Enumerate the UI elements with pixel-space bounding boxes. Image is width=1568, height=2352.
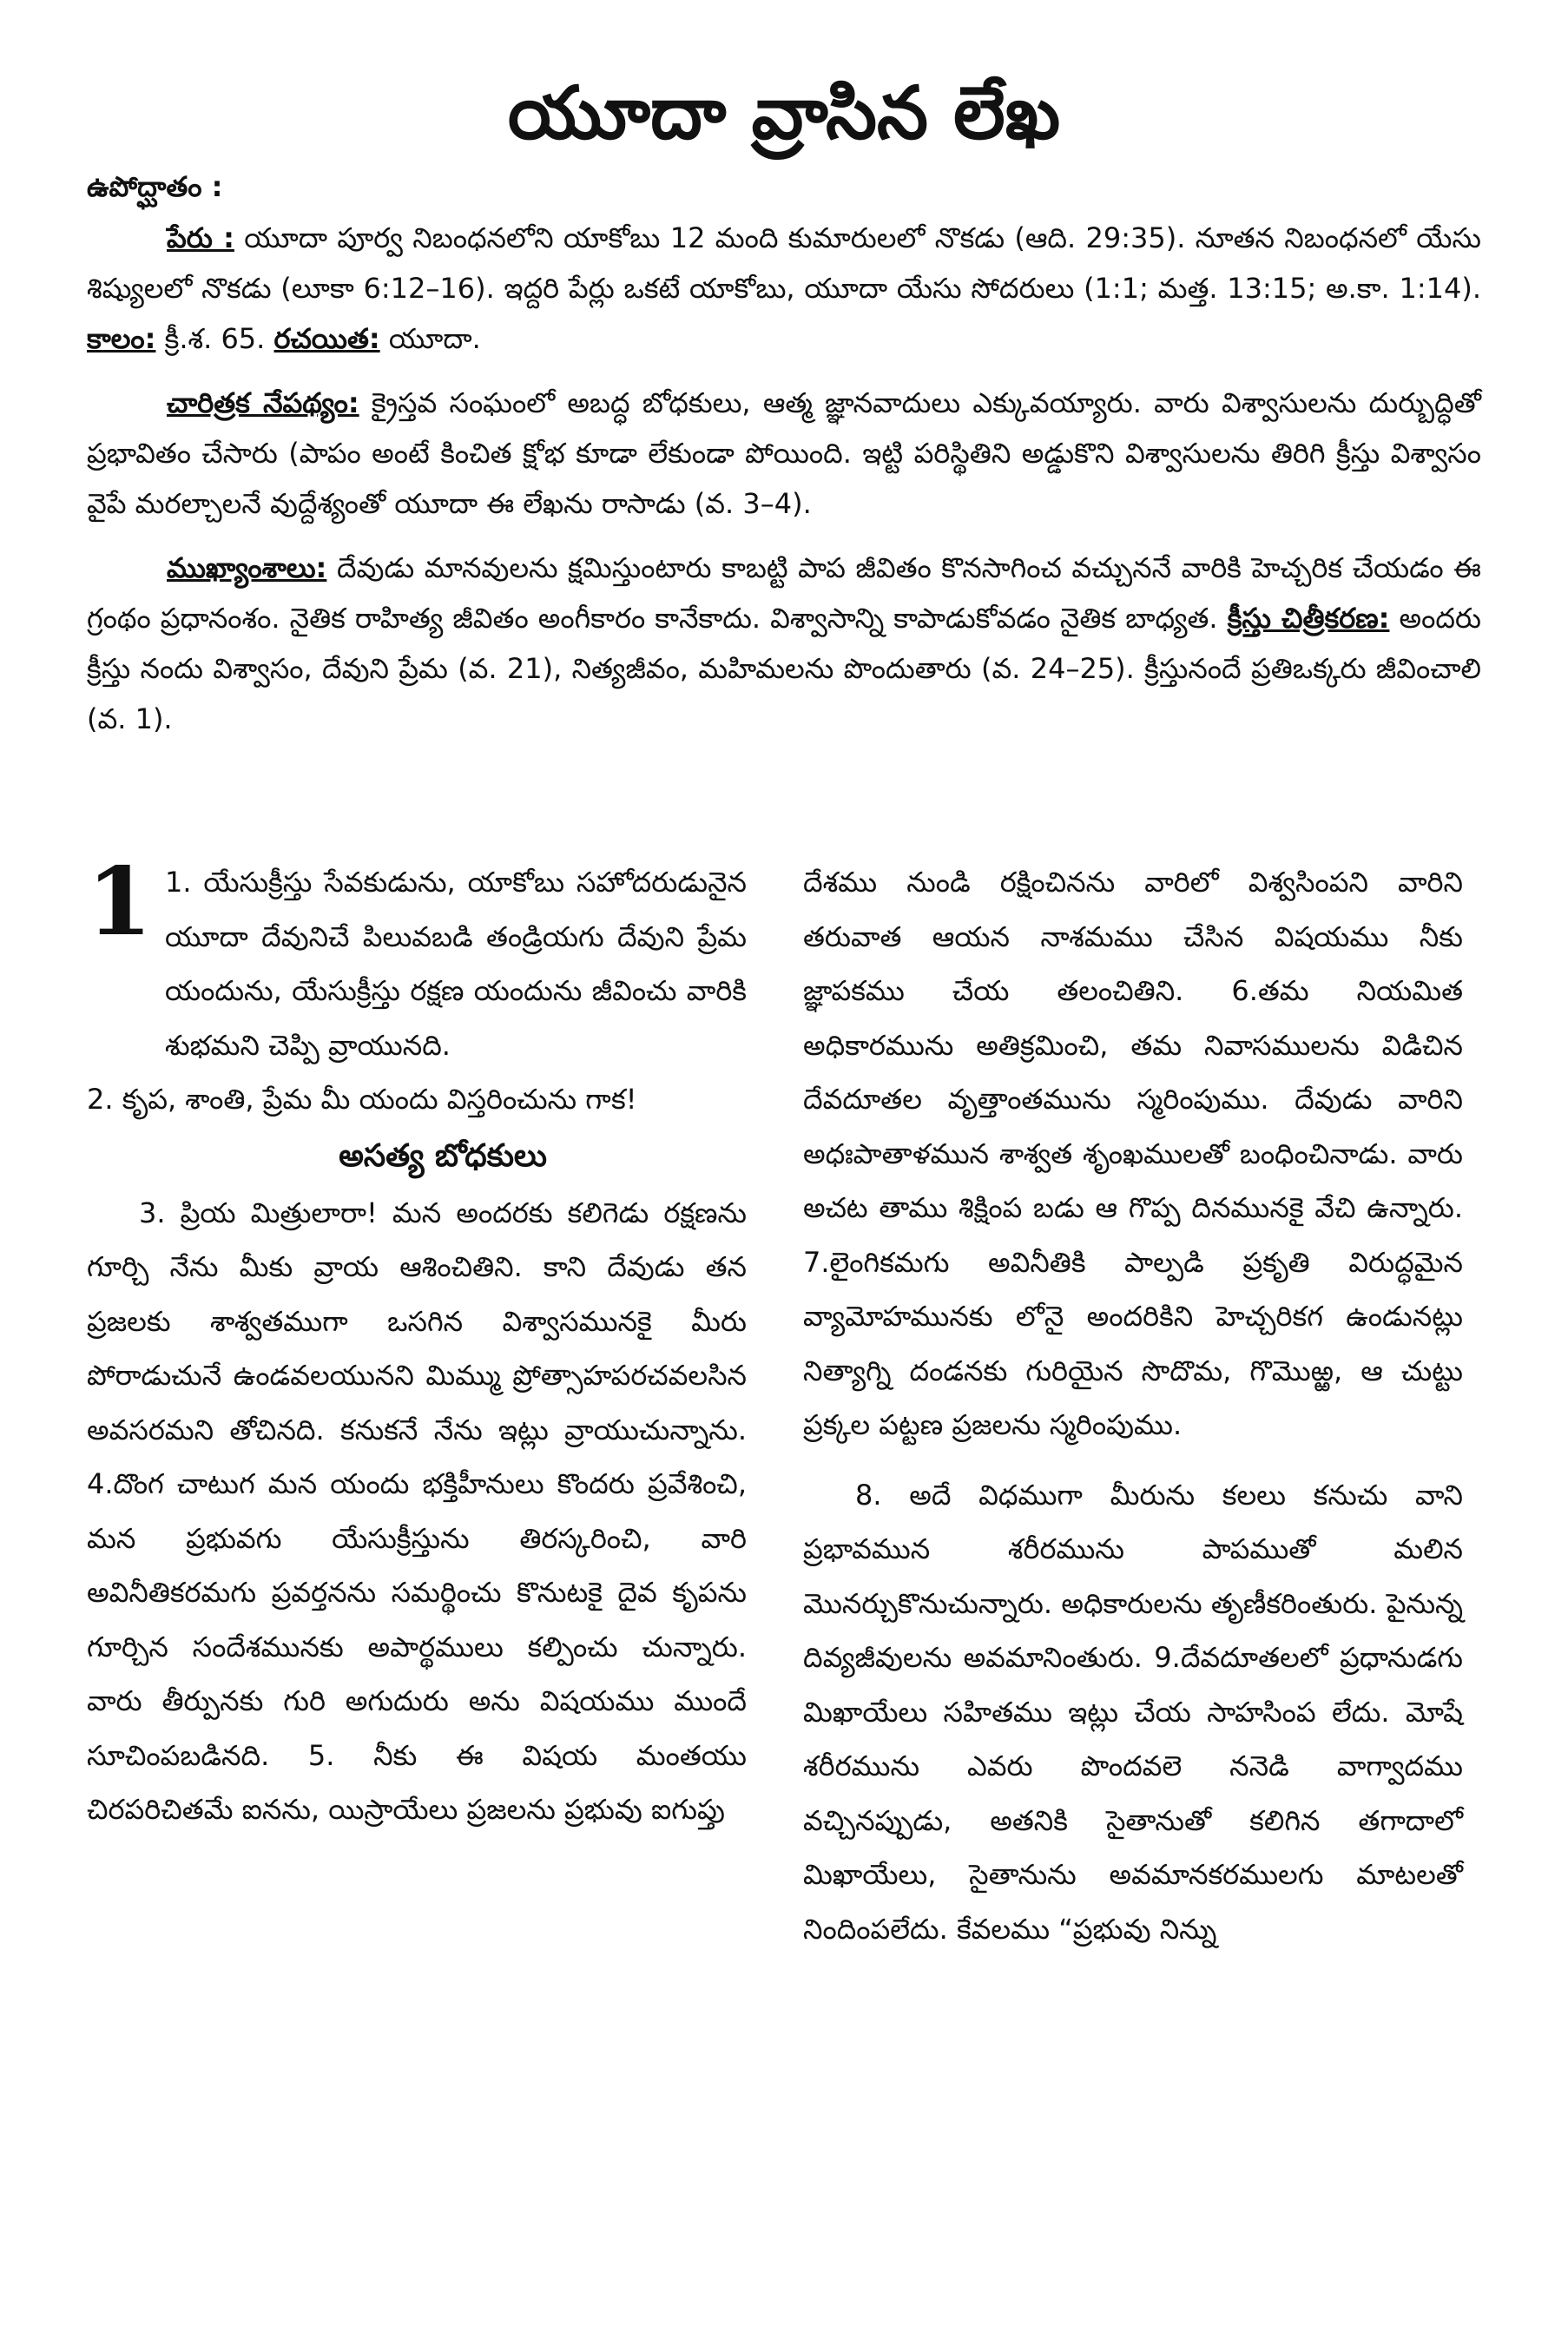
date-label: కాలం: bbox=[87, 322, 156, 355]
intro-themes-paragraph bbox=[87, 543, 1481, 744]
intro-background-paragraph bbox=[87, 378, 1481, 529]
bible-page bbox=[87, 0, 1481, 2352]
verse-1: 1. యేసుక్రీస్తు సేవకుడును, యాకోబు సహోదరుడునైన యూదా దేవునిచే పిలువబడి తండ్రియగు దేవుని ప్రేమ యందును, యేసుక్రీస్తు రక్షణ యందును జీవించు వారికి శుభమని చెప్పి వ్రాయునది. bbox=[165, 866, 747, 1062]
author-label: రచయిత: bbox=[273, 322, 380, 355]
introduction bbox=[87, 213, 1481, 758]
christ-text: అందరు క్రీస్తు నందు విశ్వాసం, దేవుని ప్రేమ (వ. 21), నిత్యజీవం, మహిమలను పొందుతారు (వ. 24–25). క్రీస్తునందే ప్రతిఒక్కరు జీవించాలి (వ. 1). bbox=[87, 602, 1482, 735]
background-text: క్రైస్తవ సంఘంలో అబద్ధ బోధకులు, ఆత్మ జ్ఞానవాదులు ఎక్కువయ్యారు. వారు విశ్వాసులను దుర్బుద్ధితో ప్రభావితం చేసారు (పాపం అంటే కించిత క్షోభ కూడా లేకుండా పోయింది. ఇట్టి పరిస్థితిని అడ్డుకొని విశ్వాసులను తిరిగి క్రీస్తు విశ్వాసం వైపే మరల్చాలనే వుద్దేశ్యంతో యూదా ఈ లేఖను రాసాడు (వ. 3–4). bbox=[87, 386, 1481, 520]
themes-label: ముఖ్యాంశాలు: bbox=[167, 551, 327, 584]
section-heading: అసత్య బోధకులు bbox=[339, 1137, 547, 1174]
right-column bbox=[803, 855, 1463, 1956]
date-text: క్రీ.శ. 65. bbox=[155, 322, 274, 355]
verse-2: 2. కృప, శాంతి, ప్రేమ మీ యందు విస్తరించును గాక! bbox=[87, 1083, 637, 1116]
left-column bbox=[87, 847, 747, 1837]
chapter-number: 1 bbox=[87, 847, 153, 957]
intro-heading: ఉపోద్ఘాతం : bbox=[87, 170, 223, 203]
name-text: యూదా పూర్వ నిబంధనలోని యాకోబు 12 మంది కుమారులలో నొకడు (ఆది. 29:35). నూతన నిబంధనలో యేసు శిష్యులలో నొకడు (లూకా 6:12–16). ఇద్దరి పేర్లు ఒకటే యాకోబు, యూదా యేసు సోదరులు (1:1; మత్త. 13:15; అ.కా. 1:14). bbox=[87, 221, 1481, 305]
book-title: యూదా వ్రాసిన లేఖ bbox=[507, 70, 1061, 155]
intro-name-paragraph bbox=[87, 213, 1481, 364]
name-label: పేరు : bbox=[167, 221, 234, 254]
verses-8-9: 8. అదే విధముగా మీరును కలలు కనుచు వాని ప్రభావమున శరీరమును పాపముతో మలిన మొనర్చుకొనుచున్నారు. అధికారులను తృణీకరింతురు. పైనున్న దివ్యజీవులను అవమానింతురు. 9.దేవదూతలలో ప్రధానుడగు మిఖాయేలు సహితము ఇట్లు చేయ సాహసింప లేదు. మోషే శరీరమును ఎవరు పొందవలె ననెడి వాగ్వాదము వచ్చినప్పుడు, అతనికి సైతానుతో కలిగిన తగాదాలో మిఖాయేలు, సైతానును అవమానకరములగు మాటలతో నిందింపలేదు. కేవలము “ప్రభువు నిన్ను bbox=[803, 1478, 1463, 1946]
verses-3-5: 3. ప్రియ మిత్రులారా! మన అందరకు కలిగెడు రక్షణను గూర్చి నేను మీకు వ్రాయ ఆశించితిని. కాని దేవుడు తన ప్రజలకు శాశ్వతముగా ఒసగిన విశ్వాసమునకై మీరు పోరాడుచునే ఉండవలయునని మిమ్ము ప్రోత్సాహపరచవలసిన అవసరమని తోచినది. కనుకనే నేను ఇట్లు వ్రాయుచున్నాను. 4.దొంగ చాటుగ మన యందు భక్తిహీనులు కొందరు ప్రవేశించి, మన ప్రభువగు యేసుక్రీస్తును తిరస్కరించి, వారి అవినీతికరమగు ప్రవర్తనను సమర్థించు కొనుటకై దైవ కృపను గూర్చిన సందేశమునకు అపార్థములు కల్పించు చున్నారు. వారు తీర్పునకు గురి అగుదురు అను విషయము ముందే సూచింపబడినది. 5. నీకు ఈ విషయ మంతయు చిరపరిచితమే ఐనను, యిస్రాయేలు ప్రజలను ప్రభువు ఐగుప్తు bbox=[87, 1196, 747, 1826]
verses-5-7: దేశము నుండి రక్షించినను వారిలో విశ్వసింపని వారిని తరువాత ఆయన నాశమము చేసిన విషయము నీకు జ్ఞాపకము చేయ తలంచితిని. 6.తమ నియమిత అధికారమును అతిక్రమించి, తమ నివాసములను విడిచిన దేవదూతల వృత్తాంతమును స్మరింపుము. దేవుడు వారిని అధఃపాతాళమున శాశ్వత శృంఖములతో బంధించినాడు. వారు అచట తాము శిక్షింప బడు ఆ గొప్ప దినమునకై వేచి ఉన్నారు. 7.లైంగికమగు అవినీతికి పాల్పడి ప్రకృతి విరుద్ధమైన వ్యామోహమునకు లోనై అందరికిని హెచ్చరికగ ఉండునట్లు నిత్యాగ్ని దండనకు గురియైన సొదొమ, గొమొఱ్ఱ, ఆ చుట్టు ప్రక్కల పట్టణ ప్రజలను స్మరింపుము. bbox=[803, 866, 1463, 1441]
background-label: చారిత్రక నేపథ్యం: bbox=[167, 386, 359, 419]
author-text: యూదా. bbox=[379, 322, 481, 355]
themes-text: దేవుడు మానవులను క్షమిస్తుంటారు కాబట్టి పాప జీవితం కొనసాగించ వచ్చుననే వారికి హెచ్చరిక చేయడం ఈ గ్రంథం ప్రధానంశం. నైతిక రాహిత్య జీవితం అంగీకారం కానేకాదు. విశ్వాసాన్ని కాపాడుకోవడం నైతిక బాధ్యత. bbox=[87, 551, 1481, 635]
christ-label: క్రీస్తు చిత్రీకరణ: bbox=[1227, 602, 1390, 635]
